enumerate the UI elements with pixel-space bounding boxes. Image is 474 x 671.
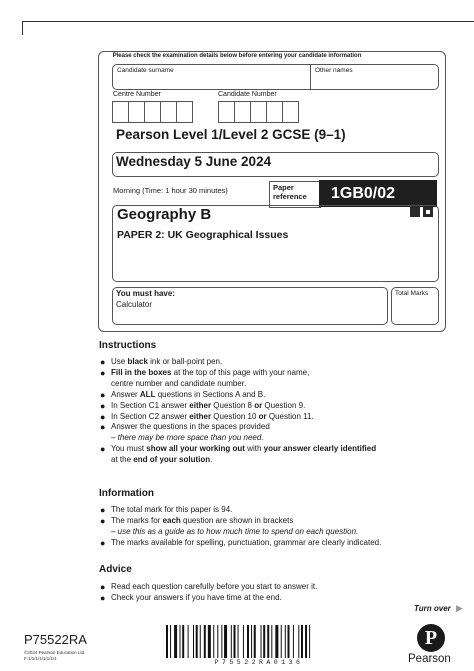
barcode-bar bbox=[285, 625, 286, 658]
total-marks-label: Total Marks bbox=[395, 290, 429, 297]
barcode-text: P75522RA0136 bbox=[214, 659, 304, 666]
digit-box[interactable] bbox=[250, 101, 267, 123]
bullet-icon: ● bbox=[100, 357, 106, 367]
list-item: ● The marks for each question are shown in brackets – use this as a guide as to how much time to spend on each question. bbox=[100, 515, 359, 536]
instructions-heading: Instructions bbox=[99, 340, 157, 351]
digit-box[interactable] bbox=[128, 101, 145, 123]
candidate-number-label: Candidate Number bbox=[218, 91, 277, 98]
advice-list bbox=[99, 582, 459, 604]
barcode-bar bbox=[238, 625, 239, 658]
barcode-bar bbox=[309, 625, 310, 658]
paper-code: P75522RA bbox=[24, 632, 87, 647]
digit-box[interactable] bbox=[144, 101, 161, 123]
barcode-bar bbox=[204, 625, 206, 658]
barcode-bar bbox=[261, 625, 262, 658]
barcode-bar bbox=[180, 625, 181, 658]
marker-square-hollow-icon bbox=[423, 207, 433, 217]
list-item: ● In Section C1 answer either Question 8 or Question 9. bbox=[100, 400, 306, 411]
instructions-list bbox=[99, 357, 459, 466]
paper-reference-label-line2: reference bbox=[273, 192, 307, 201]
barcode-bar bbox=[301, 625, 303, 658]
pearson-logo-letter: P bbox=[424, 627, 438, 649]
copyright-line2: F:1/1/1/1/1/1/1/1 bbox=[24, 655, 57, 661]
barcode-bar bbox=[166, 625, 168, 658]
advice-heading: Advice bbox=[99, 564, 132, 575]
other-names-field[interactable]: Other names bbox=[315, 67, 353, 74]
barcode-bar bbox=[193, 625, 194, 658]
exam-date: Wednesday 5 June 2024 bbox=[116, 154, 272, 169]
barcode-bar bbox=[275, 625, 278, 658]
candidate-number-boxes[interactable] bbox=[218, 101, 298, 123]
barcode-bar bbox=[213, 625, 214, 658]
barcode-bar bbox=[234, 625, 236, 658]
barcode-bar bbox=[263, 625, 265, 658]
copyright-notice bbox=[24, 650, 85, 661]
list-item: ● In Section C2 answer either Question 10 or Question 11. bbox=[100, 411, 314, 422]
turn-over-label: Turn over bbox=[414, 604, 451, 613]
barcode-bar bbox=[217, 625, 218, 658]
centre-number-boxes[interactable] bbox=[112, 101, 192, 123]
centre-number-label: Centre Number bbox=[113, 91, 161, 98]
name-divider bbox=[310, 65, 311, 89]
barcode bbox=[166, 625, 352, 658]
check-notice: Please check the examination details below before entering your candidate information bbox=[112, 53, 362, 59]
barcode-bar bbox=[243, 625, 244, 658]
digit-box[interactable] bbox=[282, 101, 299, 123]
list-item: ● Answer ALL questions in Sections A and B. bbox=[100, 389, 266, 400]
marker-square-icon bbox=[410, 207, 420, 217]
barcode-bar bbox=[200, 625, 201, 658]
turn-over-arrow-icon: ▶ bbox=[456, 603, 463, 613]
bullet-icon: ● bbox=[100, 505, 106, 515]
digit-box[interactable] bbox=[112, 101, 129, 123]
barcode-bar bbox=[288, 625, 290, 658]
bullet-icon: ● bbox=[100, 444, 106, 455]
list-item: ● Use black ink or ball-point pen. bbox=[100, 357, 223, 367]
barcode-bar bbox=[221, 625, 222, 658]
information-list bbox=[99, 505, 459, 549]
bullet-icon: ● bbox=[100, 422, 106, 433]
crop-mark-vertical bbox=[22, 21, 23, 35]
list-item: ● Check your answers if you have time at the end. bbox=[100, 592, 282, 603]
crop-mark-horizontal bbox=[22, 21, 474, 22]
barcode-bar bbox=[271, 625, 272, 658]
bullet-icon: ● bbox=[100, 515, 106, 526]
list-item: ● Answer the questions in the spaces provided – there may be more space than you need. bbox=[100, 422, 270, 443]
barcode-bar bbox=[188, 625, 189, 658]
list-item: ● The total mark for this paper is 94. bbox=[100, 505, 233, 515]
exam-time: Morning (Time: 1 hour 30 minutes) bbox=[113, 186, 228, 195]
barcode-bar bbox=[293, 625, 294, 658]
digit-box[interactable] bbox=[176, 101, 193, 123]
barcode-bar bbox=[208, 625, 211, 658]
bullet-icon: ● bbox=[100, 367, 106, 378]
subject-title: Geography B bbox=[117, 206, 212, 223]
barcode-bar bbox=[305, 625, 307, 658]
digit-box[interactable] bbox=[234, 101, 251, 123]
bullet-icon: ● bbox=[100, 592, 106, 603]
barcode-bar bbox=[224, 625, 227, 658]
barcode-bar bbox=[298, 625, 299, 658]
barcode-bar bbox=[247, 625, 249, 658]
barcode-bar bbox=[231, 625, 232, 658]
copyright-line1: ©2024 Pearson Education Ltd. bbox=[24, 650, 86, 655]
bullet-icon: ● bbox=[100, 582, 106, 592]
qualification-title: Pearson Level 1/Level 2 GCSE (9–1) bbox=[116, 127, 346, 142]
paper-title: PAPER 2: UK Geographical Issues bbox=[117, 229, 289, 241]
barcode-bar bbox=[170, 625, 171, 658]
barcode-bar bbox=[174, 625, 177, 658]
information-heading: Information bbox=[99, 488, 154, 499]
bullet-icon: ● bbox=[100, 411, 106, 422]
barcode-bar bbox=[182, 625, 184, 658]
list-item: ● Read each question carefully before you start to answer it. bbox=[100, 582, 318, 592]
digit-box[interactable] bbox=[218, 101, 235, 123]
candidate-surname-field[interactable]: Candidate surname bbox=[117, 67, 174, 74]
publisher-name: Pearson bbox=[408, 653, 451, 665]
barcode-bar bbox=[254, 625, 256, 658]
digit-box[interactable] bbox=[266, 101, 283, 123]
barcode-bar bbox=[251, 625, 252, 658]
barcode-bar bbox=[267, 625, 269, 658]
must-have-value: Calculator bbox=[116, 300, 153, 309]
bullet-icon: ● bbox=[100, 400, 106, 411]
list-item: ● You must show all your working out with your answer clearly identified at the end of your solution. bbox=[100, 444, 377, 465]
paper-reference-code: 1GB0/02 bbox=[319, 180, 437, 207]
bullet-icon: ● bbox=[100, 537, 106, 548]
barcode-bar bbox=[196, 625, 198, 658]
barcode-bar bbox=[281, 625, 282, 658]
list-item: ● Fill in the boxes at the top of this page with your name, centre number and candidate number. bbox=[100, 367, 310, 388]
paper-reference-label bbox=[273, 183, 307, 201]
digit-box[interactable] bbox=[160, 101, 177, 123]
bullet-icon: ● bbox=[100, 389, 106, 400]
paper-reference-label-line1: Paper bbox=[273, 183, 294, 192]
list-item: ● The marks available for spelling, punctuation, grammar are clearly indicated. bbox=[100, 537, 382, 548]
must-have-label: You must have: bbox=[116, 289, 175, 298]
